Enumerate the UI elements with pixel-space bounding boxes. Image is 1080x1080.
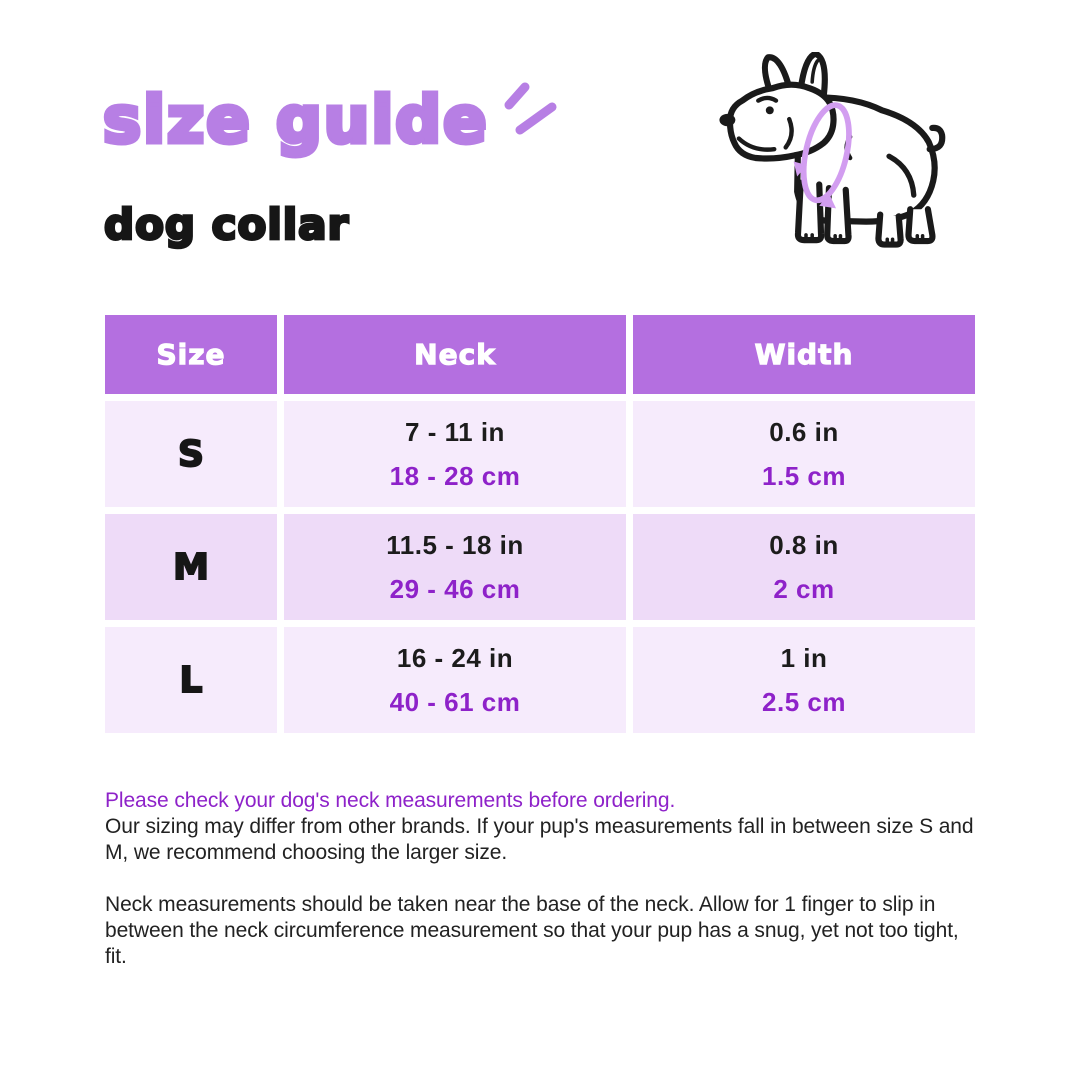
- neck-inches-s: 7 - 11 in: [405, 416, 505, 447]
- table-row-size-m: [105, 514, 975, 620]
- neck-cm-l: 40 - 61 cm: [389, 686, 521, 717]
- note-highlight: Please check your dog's neck measurements before ordering.: [105, 789, 676, 812]
- neck-cm-m: 29 - 46 cm: [389, 573, 521, 604]
- neck-inches-m: 11.5 - 18 in: [386, 529, 524, 560]
- size-label-l: L: [179, 659, 203, 701]
- width-inches-l: 1 in: [780, 642, 828, 673]
- table-row-size-l: [105, 627, 975, 733]
- width-cm-l: 2.5 cm: [762, 686, 846, 717]
- size-label-s: S: [178, 433, 204, 475]
- size-label-m: M: [173, 546, 209, 588]
- column-header-neck: Neck: [284, 315, 626, 394]
- table-row-size-s: [105, 401, 975, 507]
- note-paragraph-1: Our sizing may differ from other brands. If your pup's measurements fall in between size S and M, we recommend choosing the larger size.: [105, 815, 974, 864]
- neck-inches-l: 16 - 24 in: [396, 642, 514, 673]
- note-paragraph-2: Neck measurements should be taken near the base of the neck. Allow for 1 finger to slip in between the neck circumference measurement so that your pup has a snug, yet not too tight, fit.: [105, 893, 959, 968]
- notes-section: [105, 788, 985, 970]
- column-header-size: Size: [105, 315, 277, 394]
- size-table: [105, 315, 975, 740]
- sparkle-icon: [492, 80, 560, 140]
- french-bulldog-icon: [700, 52, 965, 264]
- width-cm-s: 1.5 cm: [762, 460, 846, 491]
- table-header-row: [105, 315, 975, 394]
- width-inches-s: 0.6 in: [769, 416, 839, 447]
- width-inches-m: 0.8 in: [769, 529, 839, 560]
- width-cm-m: 2 cm: [773, 573, 835, 604]
- page-subtitle: dog collar: [104, 200, 350, 249]
- column-header-width: Width: [633, 315, 975, 394]
- neck-cm-s: 18 - 28 cm: [389, 460, 521, 491]
- page-title: size guide: [103, 84, 489, 158]
